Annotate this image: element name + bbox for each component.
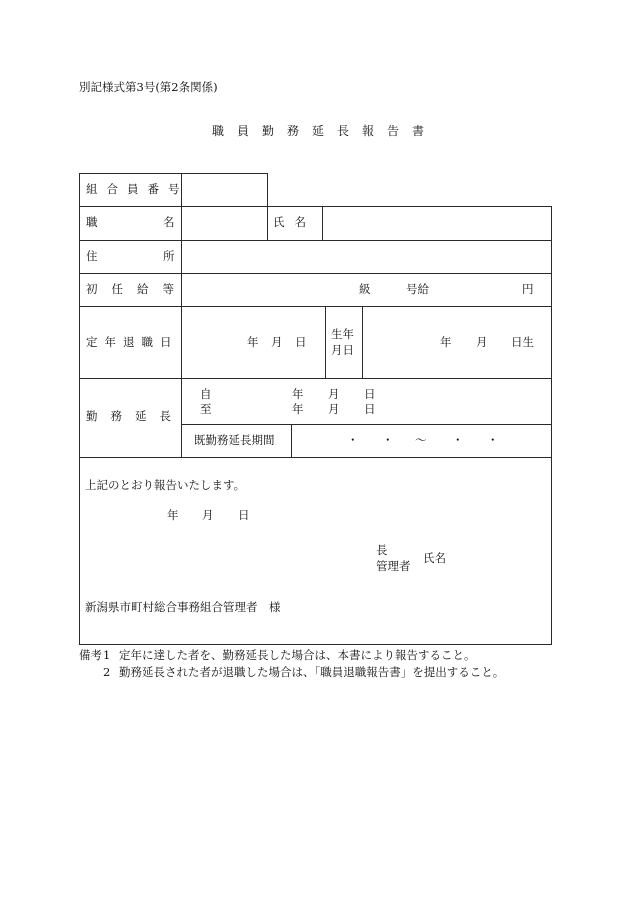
from-label: 自	[200, 387, 212, 401]
retirement-month: 月	[271, 335, 283, 349]
retirement-date-label: 定年退職日	[86, 335, 179, 349]
birth-day-suffix: 日生	[511, 335, 534, 349]
to-day: 日	[364, 402, 376, 416]
signer-name-label: 氏名	[423, 551, 446, 565]
existing-period-label: 既勤務延長期間	[194, 433, 275, 447]
position-label-1: 職	[86, 215, 98, 229]
note-1: 定年に達した者を、勤務延長した場合は、本書により報告すること。	[119, 648, 476, 662]
initial-salary-label: 初任給等	[86, 282, 188, 296]
period-dot-2: ・	[382, 433, 394, 447]
period-tilde: ～	[415, 433, 427, 447]
member-number-label: 組合員番号	[86, 182, 189, 196]
addressee: 新潟県市町村総合事務組合管理者 様	[85, 600, 281, 614]
birth-year: 年	[440, 335, 452, 349]
birth-date-label-2: 月日	[331, 343, 354, 357]
report-day: 日	[238, 508, 250, 522]
form-title: 職員勤務延長報告書	[212, 124, 438, 138]
manager-title: 管理者	[376, 559, 411, 573]
note-2: 勤務延長された者が退職した場合は、「職員退職報告書」を提出すること。	[119, 665, 505, 679]
report-month: 月	[202, 508, 214, 522]
retirement-day: 日	[295, 335, 307, 349]
to-year: 年	[292, 402, 304, 416]
form-reference: 別記様式第3号(第2条関係)	[79, 80, 218, 94]
from-day: 日	[364, 387, 376, 401]
to-month: 月	[328, 402, 340, 416]
note-1-number: 1	[103, 648, 111, 662]
step-label: 号給	[406, 282, 429, 296]
note-2-number: 2	[103, 665, 111, 679]
period-dot-3: ・	[452, 433, 464, 447]
report-statement: 上記のとおり報告いたします。	[85, 478, 246, 492]
address-label-2: 所	[163, 249, 175, 263]
head-title: 長	[376, 543, 388, 557]
address-label-1: 住	[86, 249, 98, 263]
extension-label: 勤務延長	[86, 409, 184, 423]
from-year: 年	[292, 387, 304, 401]
yen-label: 円	[522, 282, 534, 296]
report-year: 年	[167, 508, 179, 522]
from-month: 月	[328, 387, 340, 401]
name-label: 氏名	[273, 215, 316, 229]
birth-month: 月	[476, 335, 488, 349]
period-dot-1: ・	[347, 433, 359, 447]
notes-prefix: 備考	[79, 648, 102, 662]
birth-date-label-1: 生年	[331, 327, 354, 341]
grade-label: 級	[359, 282, 371, 296]
position-label-2: 名	[163, 215, 175, 229]
to-label: 至	[200, 402, 212, 416]
retirement-year: 年	[247, 335, 259, 349]
period-dot-4: ・	[487, 433, 499, 447]
